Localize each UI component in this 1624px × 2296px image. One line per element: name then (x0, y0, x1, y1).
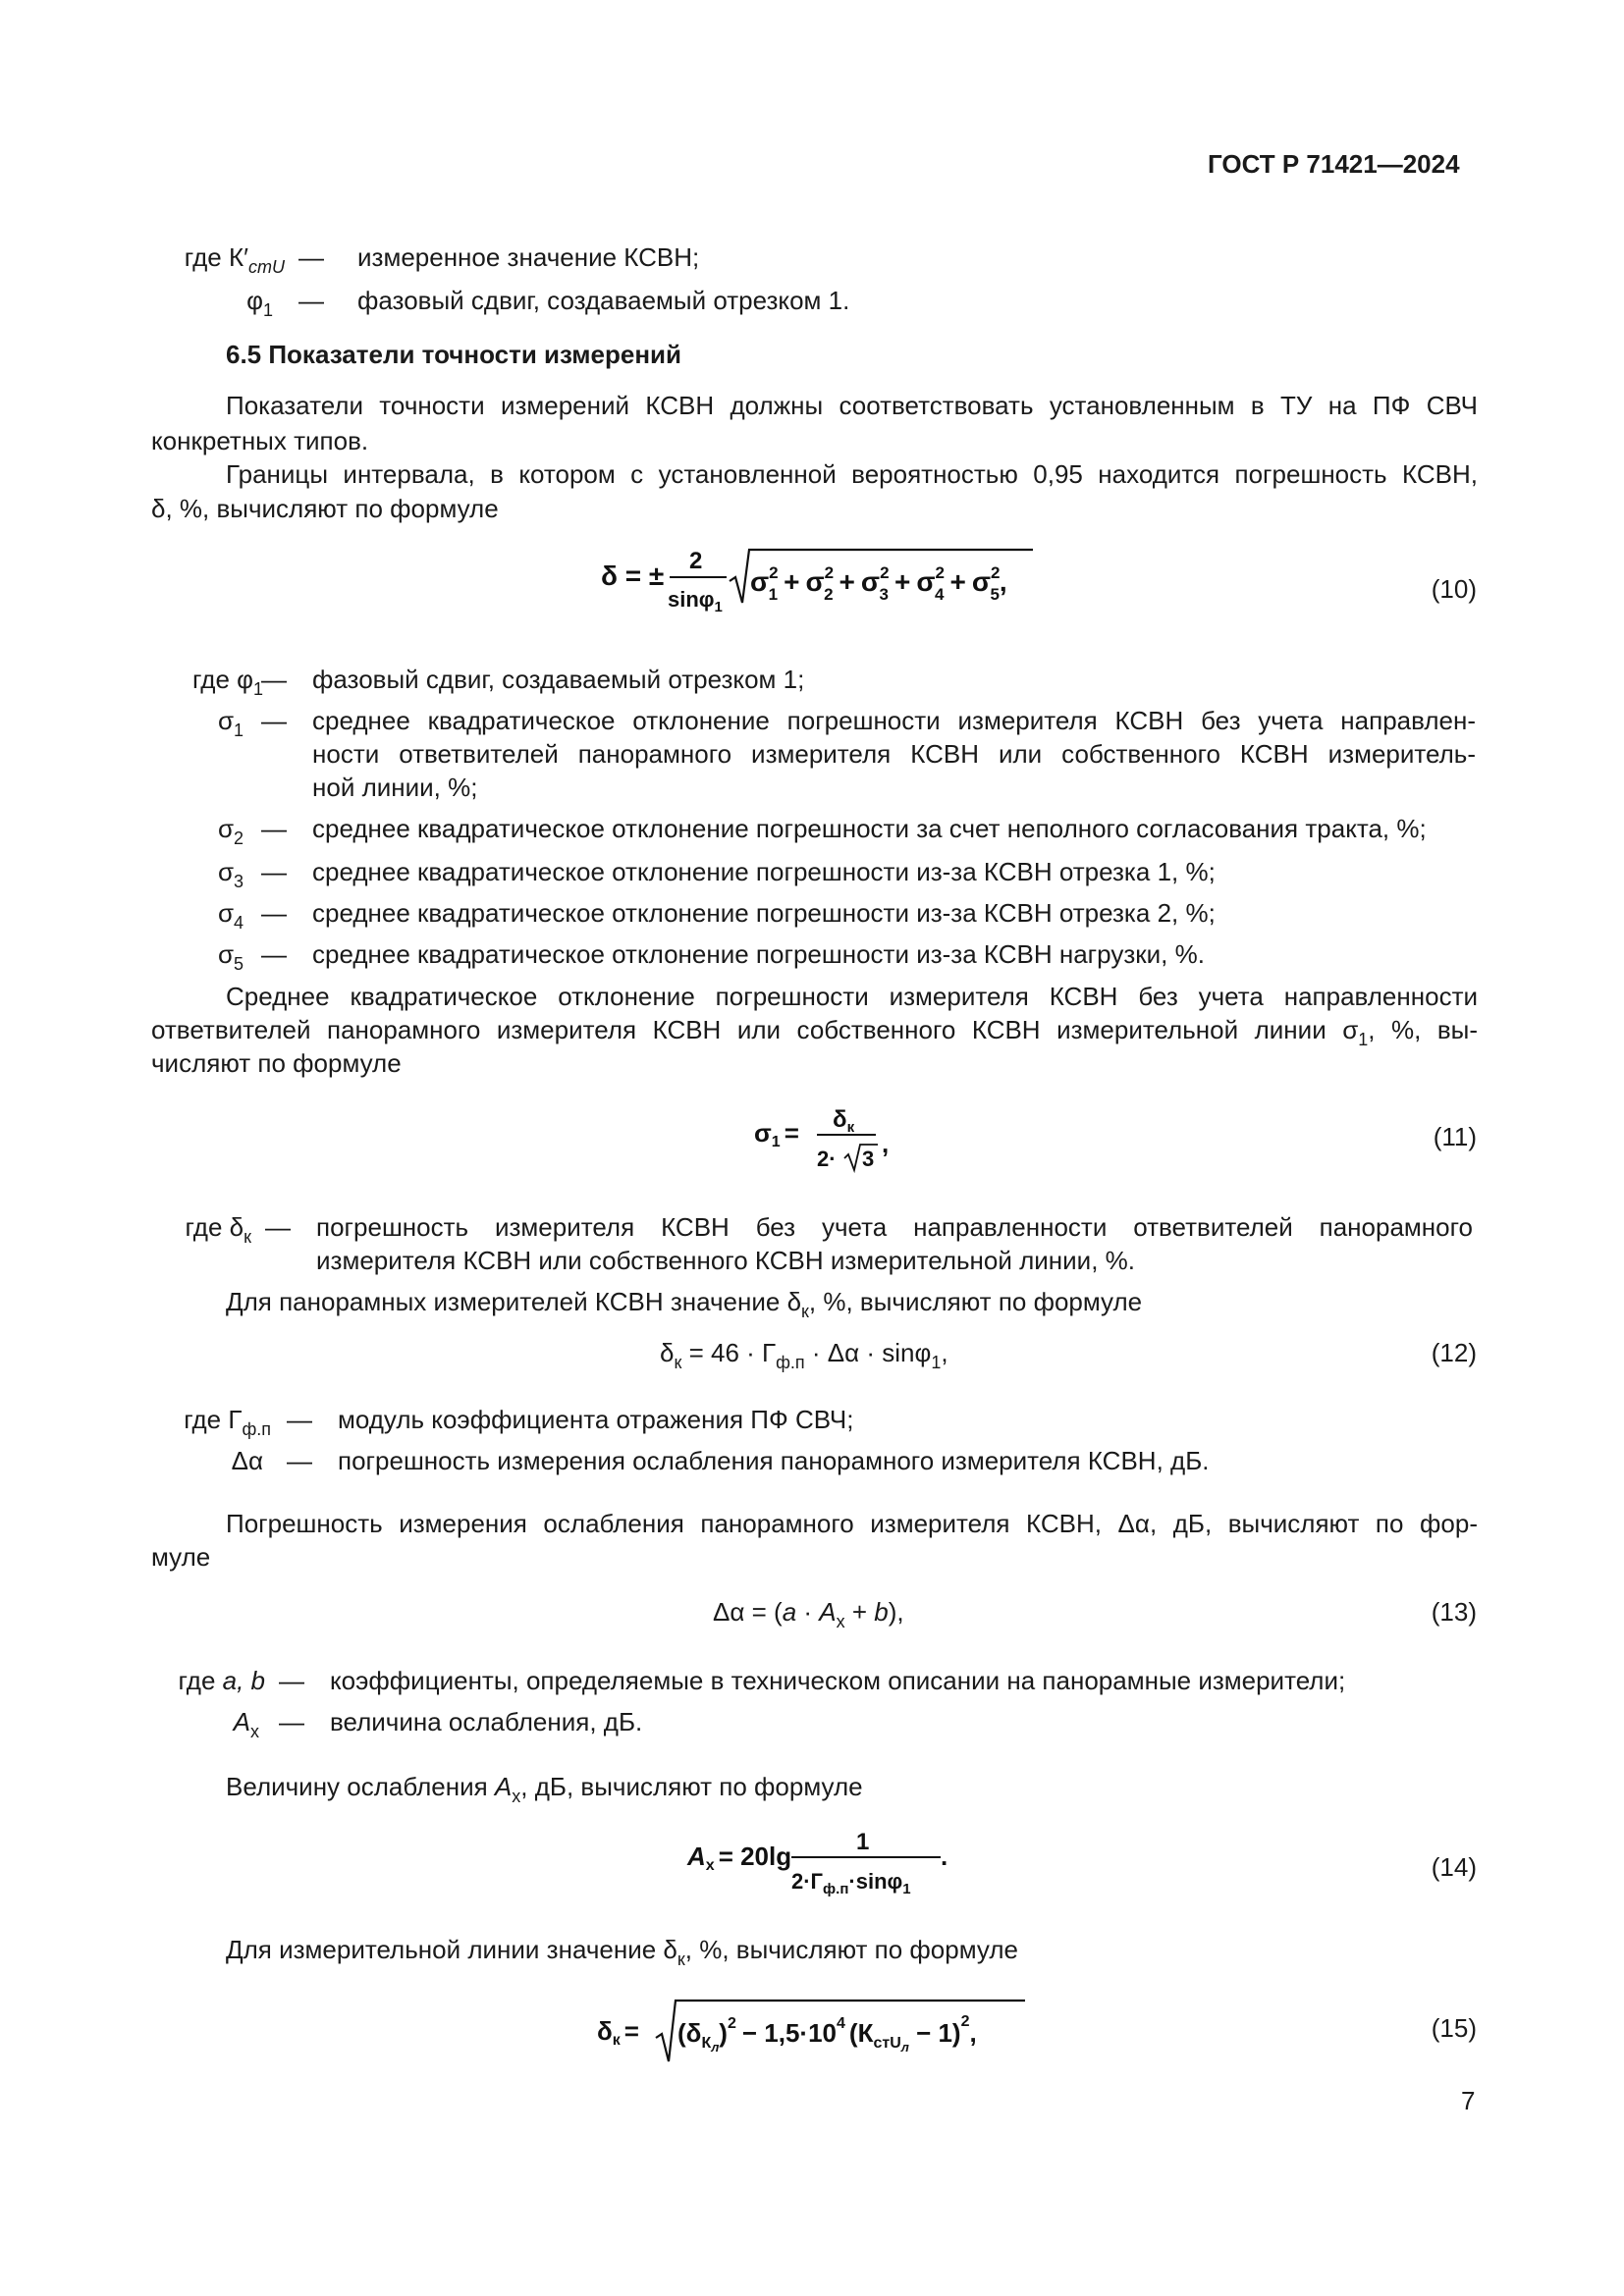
def-symbol: где $\delta_к$ (185, 1212, 251, 1247)
def-text: модуль коэффициента отражения ПФ СВЧ; (338, 1405, 854, 1434)
section-title: 6.5 Показатели точности измерений (226, 340, 682, 369)
page-number: 7 (1461, 2086, 1476, 2115)
paragraph-line: Для панорамных измерителей КСВН значение $\delta_к$, %, вычисляют по формуле (226, 1287, 1143, 1321)
def-text: среднее квадратическое отклонение погрешности из-за КСВН отрезка 2, %; (312, 898, 1216, 928)
def-text: фазовый сдвиг, создаваемый отрезком 1. (357, 286, 850, 315)
paragraph-line: Величину ослабления $A_x$, дБ, вычисляют по формуле (226, 1772, 863, 1806)
eq14-lhs: Ax = 20lg (687, 1842, 792, 1874)
equation-number: (15) (1431, 2013, 1477, 2043)
def-dash: — (265, 1212, 291, 1242)
def-text: ности ответвителей панорамного измерителя КСВН или собственного КСВН измеритель- (312, 739, 1476, 769)
eq10-den: sinφ$_1$ (668, 587, 723, 615)
paragraph-line: Показатели точности измерений КСВН должны соответствовать установленным в ТУ на ПФ СВЧ (226, 391, 1478, 420)
eq10-lhs: δ = ± (601, 561, 665, 591)
def-symbol: $\sigma_2$ (217, 814, 244, 848)
def-dash: — (261, 665, 287, 694)
formula-12: $\delta_к = 46 \cdot Г_{ф.п} \cdot \Delta\alpha \cdot \sin\varphi_1$, (660, 1338, 948, 1372)
formula-15 (593, 1983, 1045, 2071)
def-dash: — (261, 857, 287, 886)
eq14-den: $2\cdot Г_{ф.п}\cdot\sin\varphi_1$ (791, 1869, 911, 1897)
def-dash: — (298, 286, 324, 315)
def-symbol: где $Г_{ф.п}$ (184, 1405, 271, 1439)
def-text: погрешность измерителя КСВН без учета направленности ответвителей панорамного (316, 1212, 1473, 1242)
def-text: среднее квадратическое отклонение погрешности из-за КСВН отрезка 1, %; (312, 857, 1216, 886)
paragraph-line: числяют по формуле (151, 1048, 402, 1078)
paragraph-line: Для измерительной линии значение $\delta_к$, %, вычисляют по формуле (226, 1935, 1018, 1969)
paragraph-line: Погрешность измерения ослабления панорамного измерителя КСВН, Δα, дБ, вычисляют по фор- (226, 1509, 1478, 1538)
def-dash: — (298, 242, 324, 272)
def-text: величина ослабления, дБ. (330, 1707, 643, 1736)
def-symbol: Δα (231, 1446, 263, 1475)
def-text: ной линии, %; (312, 773, 478, 802)
eq11-comma: , (882, 1129, 890, 1158)
equation-number: (11) (1433, 1122, 1477, 1151)
def-symbol: $\sigma_5$ (217, 939, 244, 974)
def-text: измеренное значение КСВН; (357, 242, 700, 272)
eq15-lhs: δк = (597, 2016, 639, 2049)
def-dash: — (279, 1666, 304, 1695)
def-symbol: где a, b (178, 1666, 265, 1695)
def-text: фазовый сдвиг, создаваемый отрезком 1; (312, 665, 805, 694)
def-text: измерителя КСВН или собственного КСВН измерительной линии, %. (316, 1246, 1135, 1275)
eq11-num: $\delta_к$ (833, 1106, 855, 1136)
paragraph-line: конкретных типов. (151, 426, 369, 455)
equation-number: (12) (1431, 1338, 1477, 1367)
eq11-lhs: σ1 = (754, 1118, 799, 1150)
paragraph-line: ответвителей панорамного измерителя КСВН или собственного КСВН измерительной линии $\sigma_1$, %, вы- (151, 1015, 1479, 1049)
def-symbol: где $\varphi_1$ (191, 665, 263, 699)
def-symbol: $A_x$ (233, 1707, 259, 1741)
eq14-dot: . (941, 1842, 948, 1871)
def-dash: — (287, 1405, 312, 1434)
equation-number: (13) (1431, 1597, 1477, 1627)
def-dash: — (261, 706, 287, 735)
def-symbol: $\sigma_4$ (217, 898, 244, 933)
def-dash: — (261, 898, 287, 928)
def-dash: — (287, 1446, 312, 1475)
def-text: погрешность измерения ослабления панорамного измерителя КСВН, дБ. (338, 1446, 1210, 1475)
eq11-den: 2· (817, 1147, 837, 1171)
eq10-radicand: $\sigma^2$ $1 + \sigma^2$ $2 + \sigma^2$ $3 + \sigma^2$ $4 + \sigma^2$ 5, (750, 563, 1007, 604)
def-text: среднее квадратическое отклонение погрешности за счет неполного согласования тракта, %; (312, 814, 1427, 843)
document-header: ГОСТ Р 71421—2024 (1208, 149, 1460, 179)
paragraph-line: Среднее квадратическое отклонение погрешности измерителя КСВН без учета направленности (226, 982, 1478, 1011)
def-symbol: $\sigma_1$ (217, 706, 244, 740)
paragraph-line: муле (151, 1542, 211, 1572)
paragraph-line: δ, %, вычисляют по формуле (151, 494, 499, 523)
eq11-root: 3 (862, 1147, 875, 1171)
def-text: среднее квадратическое отклонение погрешности из-за КСВН нагрузки, %. (312, 939, 1205, 969)
formula-14 (683, 1820, 968, 1908)
def-dash: — (261, 814, 287, 843)
eq14-num: 1 (856, 1829, 870, 1855)
paragraph-line: Границы интервала, в котором с установленной вероятностью 0,95 находится погрешность КСВН, (226, 459, 1478, 489)
def-dash: — (261, 939, 287, 969)
formula-13: $\Delta\alpha = (a \cdot A_x + b)$, (713, 1597, 904, 1631)
def-text: коэффициенты, определяемые в техническом описании на панорамные измерители; (330, 1666, 1346, 1695)
equation-number: (14) (1431, 1852, 1477, 1882)
def-text: среднее квадратическое отклонение погрешности измерителя КСВН без учета направлен- (312, 706, 1476, 735)
formula-11 (746, 1097, 913, 1186)
formula-10 (589, 538, 1051, 636)
def-symbol-kstu: где $К'_{стU}$ (184, 242, 285, 277)
def-dash: — (279, 1707, 304, 1736)
eq15-radicand: $(\delta_Кл)^2 - 1,5\cdot 10^4$ $(К_{стU}л - 1)^2$, (677, 2013, 977, 2055)
equation-number: (10) (1431, 574, 1477, 604)
def-symbol-phi1: $\varphi_1$ (246, 286, 273, 320)
def-symbol: $\sigma_3$ (217, 857, 244, 891)
eq10-num: 2 (689, 548, 703, 574)
